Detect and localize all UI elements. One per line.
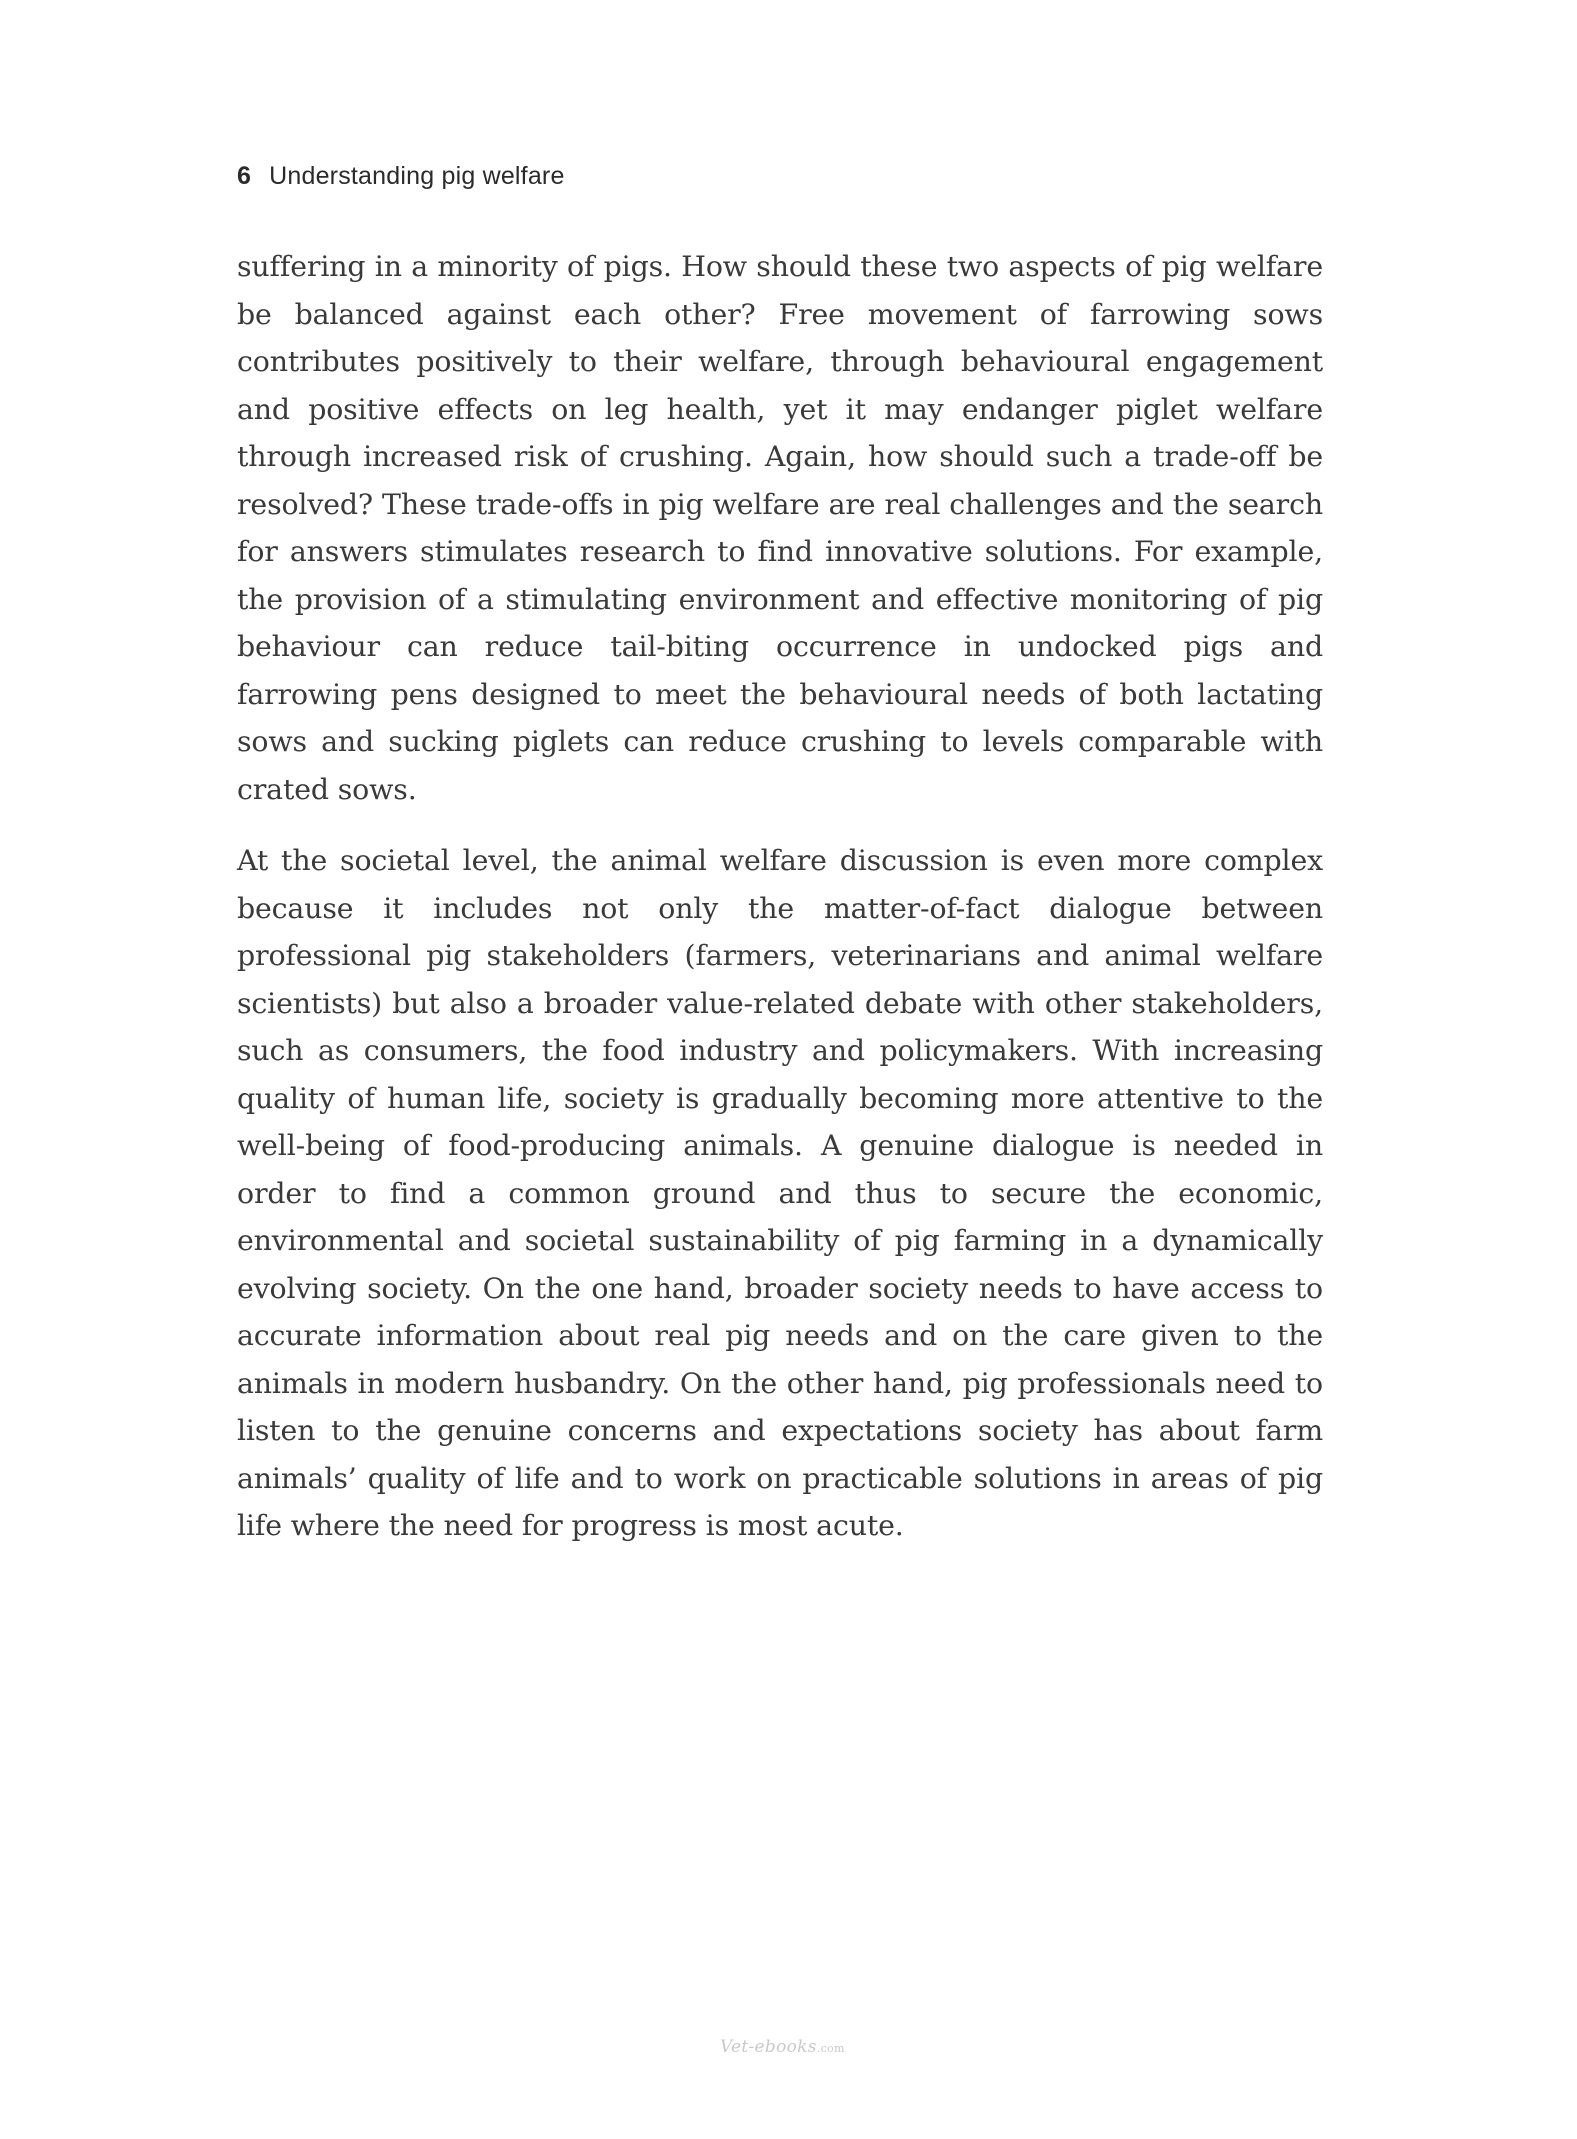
watermark-text: Vet-ebooks [720,2037,817,2057]
running-header [237,162,565,191]
paragraph-1: suffering in a minority of pigs. How should these two aspects of pig welfare be balanced against each other? Free movement of farrowing sows contributes positively to their welfare, through behavioural engagement and positive effects on leg health, yet it may endanger piglet welfare through increased risk of crushing. Again, how should such a trade-off be resolved? These trade-offs in pig welfare are real challenges and the search for answers stimulates research to find innovative solutions. For example, the provision of a stimulating environment and effective monitoring of pig behaviour can reduce tail-biting occurrence in undocked pigs and farrowing pens designed to meet the behavioural needs of both lactating sows and sucking piglets can reduce crushing to levels comparable with crated sows. [237,250,1323,806]
running-title: Understanding pig welfare [269,162,565,190]
watermark-suffix: .com [816,2042,845,2055]
watermark-logo [720,2037,845,2057]
paragraph-2: At the societal level, the animal welfare discussion is even more complex because it includes not only the matter-of-fact dialogue between professional pig stakeholders (farmers, veterinarians and animal welfare scientists) but also a broader value-related debate with other stakeholders, such as consumers, the food industry and policymakers. With increasing quality of human life, society is gradually becoming more attentive to the well-being of food-producing animals. A genuine dialogue is needed in order to find a common ground and thus to secure the economic, environmental and societal sustainability of pig farming in a dynamically evolving society. On the one hand, broader society needs to have access to accurate information about real pig needs and on the care given to the animals in modern husbandry. On the other hand, pig professionals need to listen to the genuine concerns and expectations society has about farm animals’ quality of life and to work on practicable solutions in areas of pig life where the need for progress is most acute. [237,844,1323,1542]
body-text [237,243,1323,1574]
page-number: 6 [237,162,252,190]
